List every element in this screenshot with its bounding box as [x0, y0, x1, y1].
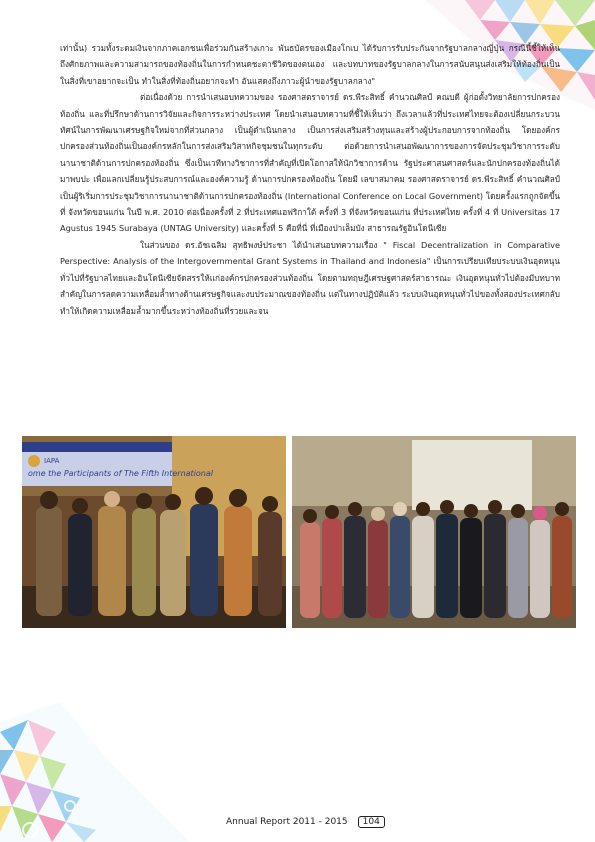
page-number: 104 — [358, 816, 385, 828]
group-photo-left — [22, 436, 286, 628]
decorative-mosaic-bottom — [0, 702, 190, 842]
page-footer — [226, 816, 385, 828]
banner-title-label: ome the Participants of The Fifth International — [28, 469, 213, 478]
article-body — [60, 40, 560, 319]
paragraph-3: ในส่วนของ ดร.อัชเฉลิม สุทธิพงษ์ประชา ได้นำเสนอบทความเรื่อง " Fiscal Decentralization in Comparative Perspective: Analysis of the Intergovernmental Grant Systems in Thailand and Indonesia" เป็นการเปรียบเทียบระบบเงินอุดหนุนทั่วไปที่รัฐบาลไทยและอินโดนีเซียจัดสรรให้แก่องค์กรปกครองส่วนท้องถิ่น โดยตามทฤษฎีเศรษฐศาสตร์สาธารณะ เงินอุดหนุนทั่วไปต้องมีบทบาทสำคัญในการลดความเหลื่อมล้ำทางด้านเศรษฐกิจและงบประมาณของท้องถิ่น แต่ในทางปฏิบัติแล้ว ระบบเงินอุดหนุนทั่วไปของทั้งสองประเทศกลับทำให้เกิดความเหลื่อมล้ำมากขึ้นระหว่างท้องถิ่นที่รวยและจน — [60, 239, 560, 316]
group-photo-right — [292, 436, 576, 628]
paragraph-2: ต่อเนื่องด้วย การนำเสนอบทความของ รองศาสตราจารย์ ดร.พีระสิทธิ์ คำนวณศิลป์ คณบดี ผู้ก่อตั้งวิทยาลัยการปกครองท้องถิ่น และที่ปรึกษาด้านการวิจัยและกิจการระหว่างประเทศ โดยนำเสนอบทความที่ชี้ให้เห็นว่า ถึงเวลาแล้วที่ประเทศไทยจะต้องเปลี่ยนกระบวนทัศน์ในการพัฒนาเศรษฐกิจใหม่จากที่ส่วนกลาง เป็นผู้ดำเนินกลาง เป็นการส่งเสริมสร้างทุนและสร้างผู้ประกอบการจากท้องถิ่น โดยองค์กรปกครองส่วนท้องถิ่นเป็นองค์กรหลักในการส่งเสริมวิสาหกิจชุมชนในทุกระดับ ต่อด้วยการนำเสนอพัฒนาการของการจัดประชุมวิชาการระดับนานาชาติด้านการปกครองท้องถิ่น ซึ่งเป็นเวทีทางวิชาการที่สำคัญที่เปิดโอกาสให้นักวิชาการด้าน รัฐประศาสนศาสตร์และนักปกครองท้องถิ่นได้มาพบปะ เพื่อแลกเปลี่ยนรู้ประสบการณ์และองค์ความรู้ ด้านการปกครองท้องถิ่น โดยมี เลขาสมาคม รองศาสตราจารย์ ดร.พีระสิทธิ์ คำนวณศิลป์ เป็นผู้ริเริ่มการประชุมวิชาการนานาชาติด้านการปกครองท้องถิ่น (International Conference on Local Government) โดยครั้งแรกถูกจัดขึ้นที่ จังหวัดขอนแก่น ในปี พ.ศ. 2010 ต่อเนื่องครั้งที่ 2 ที่ประเทศแอฟริกาใต้ ครั้งที่ 3 ที่จังหวัดขอนแก่น ที่ประเทศไทย ครั้งที่ 4 ที่ Universitas 17 Agustus 1945 Surabaya (UNTAG University) และครั้งที่ 5 คือที่นี่ ที่เมืองปาเล็มบัง สาธารณรัฐอินโดนีเซีย — [60, 92, 560, 234]
paragraph-1: เท่านั้น) รวมทั้งระดมเงินจากภาคเอกชนเพื่อร่วมกันสร้างเกาะ พันธบัตรของเมืองโกเบ ได้รับการรับประกันจากรัฐบาลกลางญี่ปุ่น กรณีนี้ชี้ให้เห็นถึงศักยภาพและความสามารถของท้องถิ่นในการกำหนดชะตาชีวิตของตนเอง และบทบาทของรัฐบาลกลางในการสนับสนุนส่งเสริมให้ท้องถิ่นเป็นในสิ่งที่เขาอยากจะเป็น ทำในสิ่งที่ท้องถิ่นอยากจะทำ อันแสดงถึงภาวะผู้นำของรัฐบาลกลาง" — [60, 43, 560, 86]
iapa-logo-icon — [28, 455, 40, 467]
report-label: Annual Report 2011 - 2015 — [226, 817, 348, 827]
banner-org-label: IAPA — [44, 457, 60, 465]
